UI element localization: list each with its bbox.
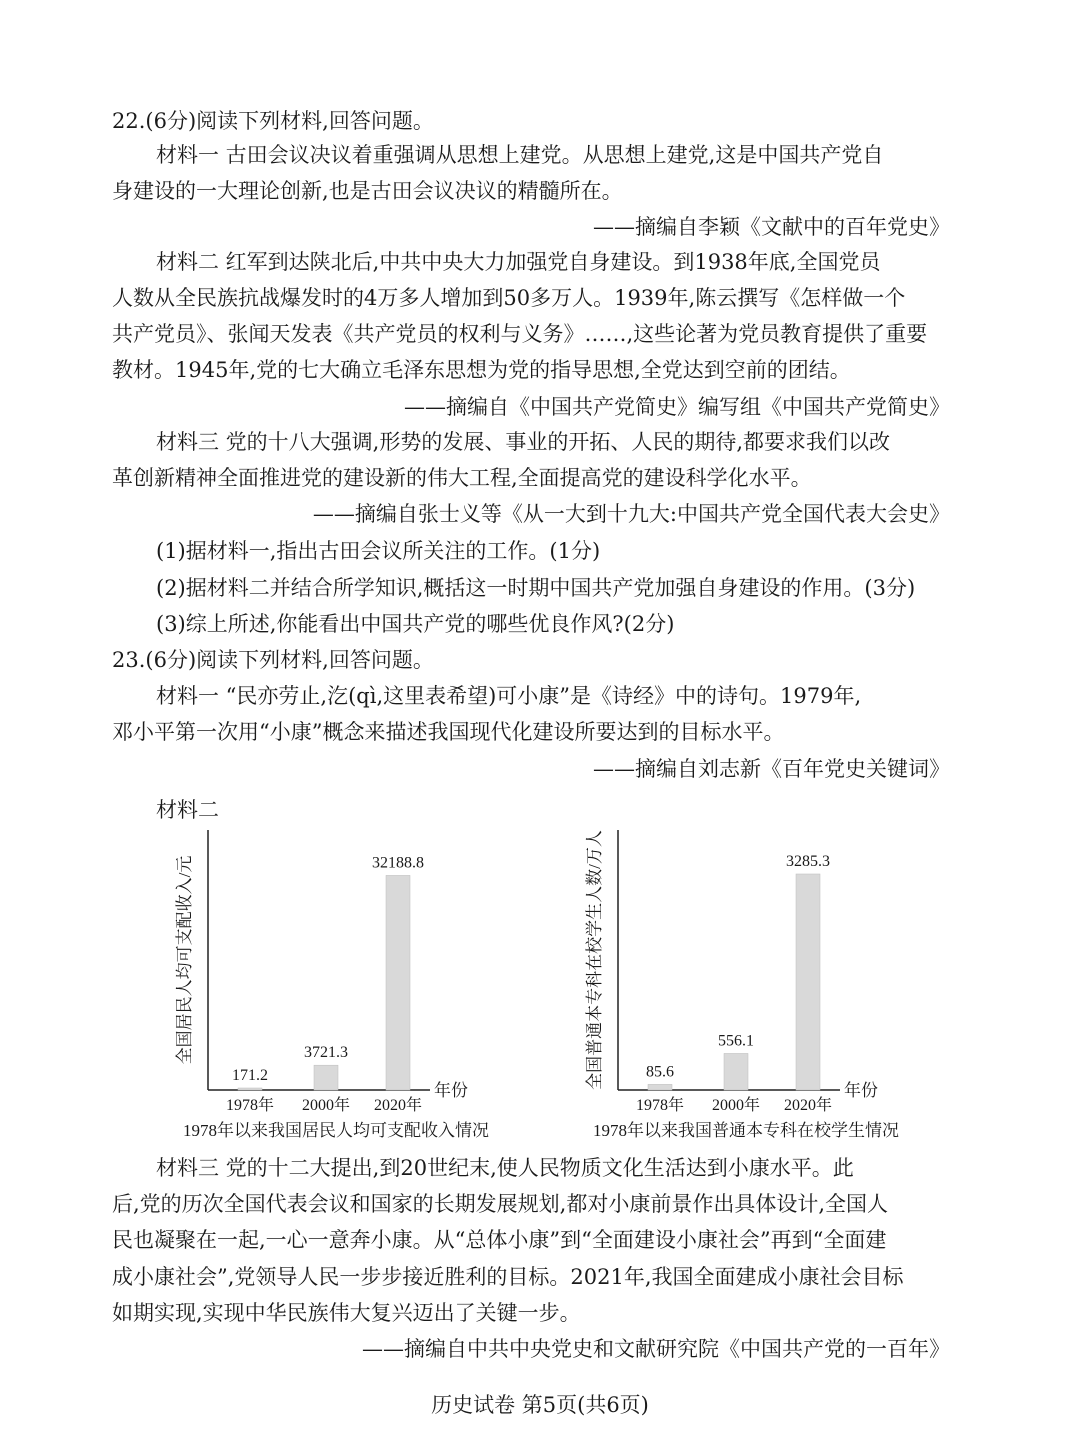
q23-material3-source: ——摘编自中共中央党史和文献研究院《中国共产党的一百年》 bbox=[362, 1337, 950, 1361]
x-tick-label-2: 2020年 bbox=[783, 1097, 833, 1114]
q22-subquestion-3: (3)综上所述,你能看出中国共产党的哪些优良作风?(2分) bbox=[156, 612, 675, 636]
chart-title: 1978年以来我国普通本专科在校学生情况 bbox=[593, 1121, 899, 1140]
data-label-1: 556.1 bbox=[718, 1032, 754, 1050]
data-label-1: 3721.3 bbox=[304, 1044, 348, 1062]
q22-material1-line1: 材料一 古田会议决议着重强调从思想上建党。从思想上建党,这是中国共产党自 bbox=[156, 143, 884, 167]
q22-material1-line2: 身建设的一大理论创新,也是古田会议决议的精髓所在。 bbox=[112, 179, 623, 203]
q22-material2-line4: 教材。1945年,党的七大确立毛泽东思想为党的指导思想,全党达到空前的团结。 bbox=[112, 358, 851, 382]
q22-material3-source: ——摘编自张士义等《从一大到十九大:中国共产党全国代表大会史》 bbox=[312, 502, 950, 526]
q22-material2-line2: 人数从全民族抗战爆发时的4万多人增加到50多万人。1939年,陈云撰写《怎样做一个 bbox=[112, 286, 906, 310]
x-tick-label-0: 1978年 bbox=[225, 1097, 275, 1114]
q23-material3-line4: 成小康社会”,党领导人民一步步接近胜利的目标。2021年,我国全面建成小康社会目标 bbox=[112, 1265, 904, 1289]
q23-material3-line1: 材料三 党的十二大提出,到20世纪末,使人民物质文化生活达到小康水平。此 bbox=[156, 1156, 854, 1180]
q22-material1-source: ——摘编自李颖《文献中的百年党史》 bbox=[593, 215, 950, 239]
q23-material1-source: ——摘编自刘志新《百年党史关键词》 bbox=[593, 757, 950, 781]
bar-1 bbox=[724, 1053, 748, 1090]
bar-1 bbox=[314, 1065, 338, 1090]
data-label-0: 171.2 bbox=[232, 1067, 268, 1084]
bar-0 bbox=[648, 1084, 672, 1090]
x-axis-label: 年份 bbox=[434, 1081, 468, 1100]
q22-material3-line1: 材料三 党的十八大强调,形势的发展、事业的开拓、人民的期待,都要求我们以改 bbox=[156, 430, 891, 454]
x-tick-label-1: 2000年 bbox=[711, 1097, 761, 1114]
bar-2 bbox=[796, 874, 820, 1090]
q23-material1-line1: 材料一 “民亦劳止,汔(qì,这里表希望)可小康”是《诗经》中的诗句。1979年, bbox=[156, 684, 862, 708]
data-label-0: 85.6 bbox=[646, 1063, 674, 1081]
data-label-2: 3285.3 bbox=[786, 852, 830, 870]
y-axis-label: 全国普通本专科在校学生人数/万人 bbox=[585, 830, 604, 1090]
q22-material2-line1: 材料二 红军到达陕北后,中共中央大力加强党自身建设。到1938年底,全国党员 bbox=[156, 250, 881, 274]
students-bar-chart bbox=[570, 830, 930, 1150]
q22-subquestion-1: (1)据材料一,指出古田会议所关注的工作。(1分) bbox=[156, 539, 601, 563]
x-axis-label: 年份 bbox=[844, 1081, 878, 1100]
data-label-2: 32188.8 bbox=[372, 854, 424, 872]
q23-material3-line3: 民也凝聚在一起,一心一意奔小康。从“总体小康”到“全面建设小康社会”再到“全面建 bbox=[112, 1228, 887, 1252]
chart-title: 1978年以来我国居民人均可支配收入情况 bbox=[183, 1121, 489, 1140]
bar-2 bbox=[386, 875, 410, 1090]
q22-material3-line2: 革创新精神全面推进党的建设新的伟大工程,全面提高党的建设科学化水平。 bbox=[112, 466, 812, 490]
q22-subquestion-2: (2)据材料二并结合所学知识,概括这一时期中国共产党加强自身建设的作用。(3分) bbox=[156, 576, 916, 600]
y-axis-label: 全国居民人均可支配收入/元 bbox=[175, 855, 194, 1065]
q23-material3-line5: 如期实现,实现中华民族伟大复兴迈出了关键一步。 bbox=[112, 1301, 581, 1325]
q23-header: 23.(6分)阅读下列材料,回答问题。 bbox=[112, 648, 434, 672]
q23-material2-label: 材料二 bbox=[156, 798, 219, 822]
income-bar-chart bbox=[160, 830, 520, 1150]
q23-material1-line2: 邓小平第一次用“小康”概念来描述我国现代化建设所要达到的目标水平。 bbox=[112, 720, 785, 744]
q23-material3-line2: 后,党的历次全国代表会议和国家的长期发展规划,都对小康前景作出具体设计,全国人 bbox=[112, 1192, 889, 1216]
q22-material2-source: ——摘编自《中国共产党简史》编写组《中国共产党简史》 bbox=[404, 395, 950, 419]
x-tick-label-2: 2020年 bbox=[373, 1097, 423, 1114]
x-tick-label-0: 1978年 bbox=[635, 1097, 685, 1114]
bar-0 bbox=[238, 1088, 262, 1090]
page-footer: 历史试卷 第5页(共6页) bbox=[431, 1393, 649, 1417]
x-tick-label-1: 2000年 bbox=[301, 1097, 351, 1114]
q22-material2-line3: 共产党员》、张闻天发表《共产党员的权利与义务》……,这些论著为党员教育提供了重要 bbox=[112, 322, 928, 346]
q22-header: 22.(6分)阅读下列材料,回答问题。 bbox=[112, 109, 434, 133]
